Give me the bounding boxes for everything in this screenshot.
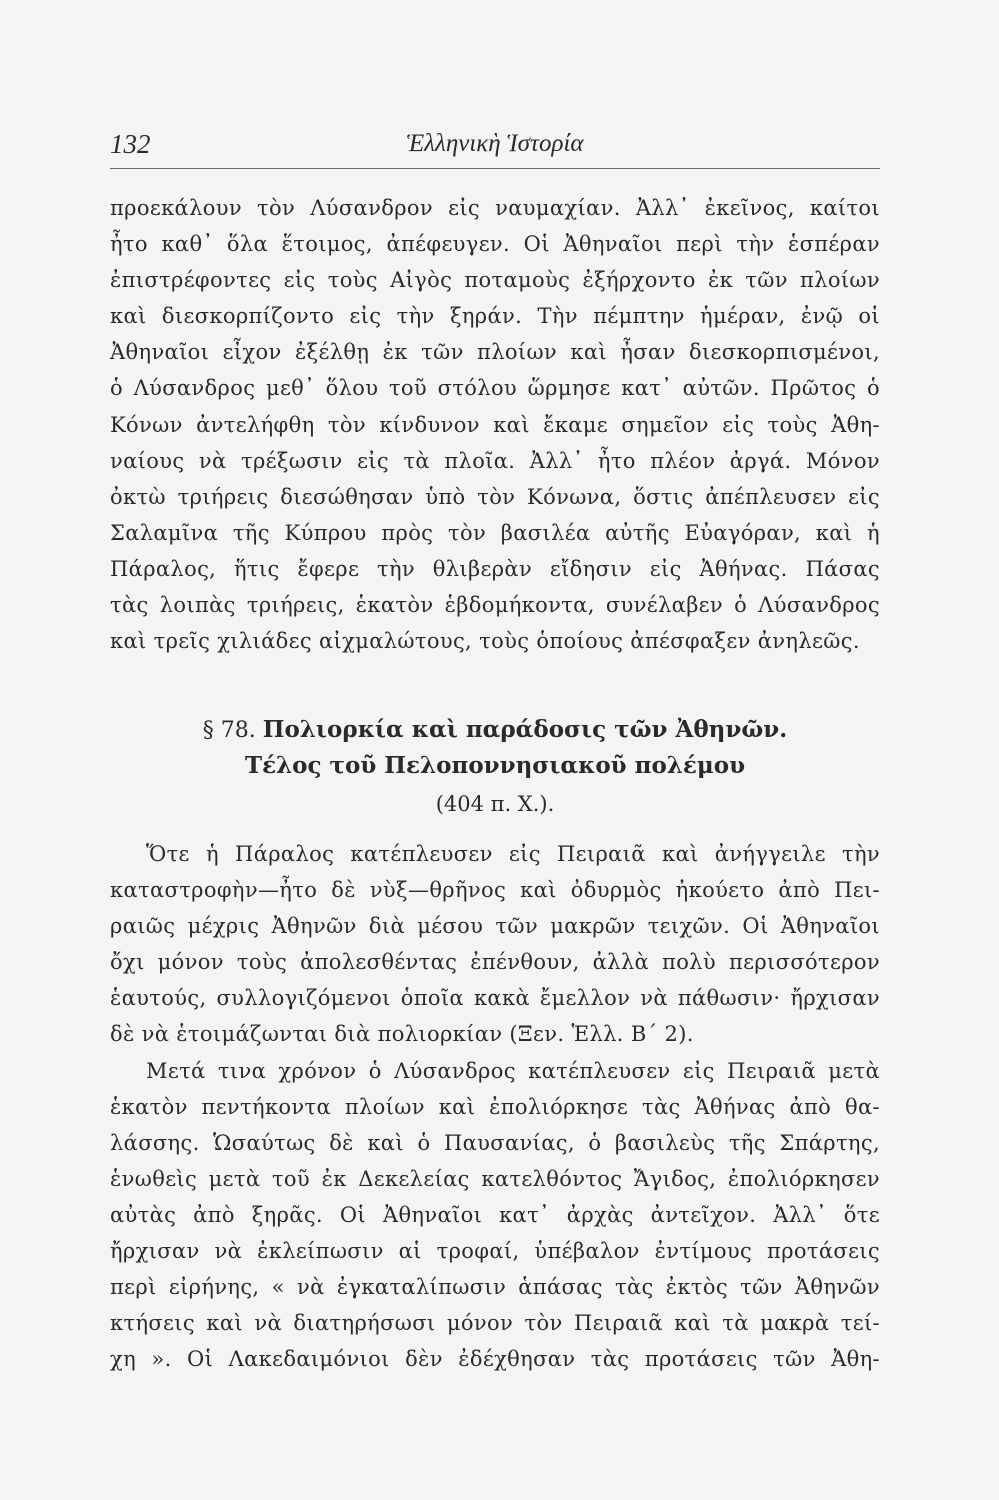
text-line: δὲ νὰ ἑτοιμάζωνται διὰ πολιορκίαν (Ξεν. Ἑλλ. Β΄ 2). <box>110 1022 694 1047</box>
section-title-line-1: Πολιορκία καὶ παράδοσις τῶν Ἀθηνῶν. <box>262 716 788 743</box>
text-line: Σαλαμῖνα τῆς Κύπρου πρὸς τὸν βασιλέα αὐτῆς Εὐαγόραν, καὶ ἡ <box>110 520 880 545</box>
text-line: αὐτὰς ἀπὸ ξηρᾶς. Οἱ Ἀθηναῖοι κατ᾽ ἀρχὰς ἀντεῖχον. Ἀλλ᾽ ὅτε <box>110 1202 880 1227</box>
text-line: Ἀθηναῖοι εἶχον ἐξέλθῃ ἐκ τῶν πλοίων καὶ ἦσαν διεσκορπισμένοι, <box>110 340 880 365</box>
running-head: Ἑλληνικὴ Ἱστορία <box>406 130 584 157</box>
text-line: τὰς λοιπὰς τριήρεις, ἑκατὸν ἑβδομήκοντα, συνέλαβεν ὁ Λύσανδρος <box>110 593 880 618</box>
text-line: περὶ εἰρήνης, « νὰ ἐγκαταλίπωσιν ἁπάσας τὰς ἐκτὸς τῶν Ἀθηνῶν <box>110 1275 880 1300</box>
section-body <box>110 836 880 1377</box>
text-line: ἑαυτούς, συλλογιζόμενοι ὁποῖα κακὰ ἔμελλον νὰ πάθωσιν· ἤρχισαν <box>110 986 880 1011</box>
text-line: Κόνων ἀντελήφθη τὸν κίνδυνον καὶ ἔκαμε σημεῖον εἰς τοὺς Ἀθη- <box>110 412 880 437</box>
text-line: λάσσης. Ὡσαύτως δὲ καὶ ὁ Παυσανίας, ὁ βασιλεὺς τῆς Σπάρτης, <box>110 1130 880 1155</box>
text-line: Μετά τινα χρόνον ὁ Λύσανδρος κατέπλευσεν εἰς Πειραιᾶ μετὰ <box>146 1058 880 1083</box>
text-line: ὁ Λύσανδρος μεθ᾽ ὅλου τοῦ στόλου ὥρμησε κατ᾽ αὐτῶν. Πρῶτος ὁ <box>110 376 880 401</box>
text-line: κτήσεις καὶ νὰ διατηρήσωσι μόνον τὸν Πειραιᾶ καὶ τὰ μακρὰ τεί- <box>110 1311 880 1336</box>
text-line: καὶ τρεῖς χιλιάδες αἰχμαλώτους, τοὺς ὁποίους ἀπέσφαξεν ἀνηλεῶς. <box>110 629 860 654</box>
text-line: προεκάλουν τὸν Λύσανδρον εἰς ναυμαχίαν. Ἀλλ᾽ ἐκεῖνος, καίτοι <box>110 196 880 220</box>
section-date: (404 π. Χ.). <box>435 792 555 816</box>
text-line: Ὅτε ἡ Πάραλος κατέπλευσεν εἰς Πειραιᾶ καὶ ἀνήγγειλε τὴν <box>146 842 880 866</box>
page-header <box>110 126 880 166</box>
text-line: καὶ διεσκορπίζοντο εἰς τὴν ξηράν. Τὴν πέμπτην ἡμέραν, ἐνῷ οἱ <box>110 304 880 329</box>
section-heading <box>110 712 880 748</box>
text-line: χη ». Οἱ Λακεδαιμόνιοι δὲν ἐδέχθησαν τὰς προτάσεις τῶν Ἀθη- <box>110 1347 880 1372</box>
header-rule <box>110 168 880 169</box>
text-line: ἑνωθεὶς μετὰ τοῦ ἐκ Δεκελείας κατελθόντος Ἄγιδος, ἐπολιόρκησεν <box>110 1166 880 1191</box>
text-line: Πάραλος, ἥτις ἔφερε τὴν θλιβερὰν εἴδησιν εἰς Ἀθήνας. Πάσας <box>110 556 880 581</box>
text-line: ἤρχισαν νὰ ἐκλείπωσιν αἱ τροφαί, ὑπέβαλον ἐντίμους προτάσεις <box>110 1239 880 1264</box>
section-label: § 78. <box>202 718 256 743</box>
text-line: ναίους νὰ τρέξωσιν εἰς τὰ πλοῖα. Ἀλλ᾽ ἦτο πλέον ἀργά. Μόνον <box>110 448 880 473</box>
text-line: ὄχι μόνον τοὺς ἀπολεσθέντας ἐπένθουν, ἀλλὰ πολὺ περισσότερον <box>110 950 880 975</box>
section-heading-cont <box>110 748 880 784</box>
text-line: καταστροφὴν—ἦτο δὲ νὺξ—θρῆνος καὶ ὀδυρμὸς ἠκούετο ἀπὸ Πει- <box>110 878 880 903</box>
section-title-line-2: Τέλος τοῦ Πελοποννησιακοῦ πολέμου <box>244 752 746 779</box>
text-line: ραιῶς μέχρις Ἀθηνῶν διὰ μέσου τῶν μακρῶν τειχῶν. Οἱ Ἀθηναῖοι <box>110 914 880 939</box>
text-line: ἑκατὸν πεντήκοντα πλοίων καὶ ἐπολιόρκησε τὰς Ἀθήνας ἀπὸ θα- <box>110 1094 880 1119</box>
text-line: ἦτο καθ᾽ ὅλα ἕτοιμος, ἀπέφευγεν. Οἱ Ἀθηναῖοι περὶ τὴν ἑσπέραν <box>110 232 880 257</box>
paragraph-1 <box>110 190 880 659</box>
text-line: ἐπιστρέφοντες εἰς τοὺς Αἰγὸς ποταμοὺς ἐξήρχοντο ἐκ τῶν πλοίων <box>110 268 880 293</box>
page-number: 132 <box>110 129 151 159</box>
text-line: ὀκτὼ τριήρεις διεσώθησαν ὑπὸ τὸν Κόνωνα, ὅστις ἀπέπλευσεν εἰς <box>110 484 880 509</box>
